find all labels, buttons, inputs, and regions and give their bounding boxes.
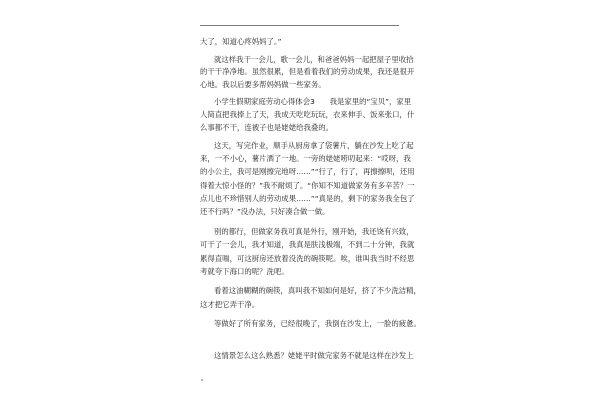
paragraph-line: 来，一不小心，薯片洒了一地。一旁的姥姥唠叨起来：“哎呀，我 — [200, 154, 411, 163]
paragraph-line: 就这样我干一会儿，歌一会儿，和爸爸妈妈一起把屋子里收拾 — [214, 55, 414, 64]
paragraph-line: 等做好了所有家务，已经很晚了，我倒在沙发上，一脸的疲惫。 — [214, 319, 421, 328]
paragraph-line: 的干干净净地。虽然很累，但是看着我们的劳动成果，我还是很开 — [200, 67, 415, 76]
paragraph-line: 这天，写完作业，顺手从厨房拿了袋薯片，躺在沙发上吃了起 — [214, 141, 414, 150]
paragraph-line: 可干了一会儿，我才知道，我真是肤浅极端，不到二十分钟，我就 — [200, 240, 415, 249]
paragraph-line: 这才把它弄干净。 — [200, 300, 260, 309]
paragraph-line: 的小公主，我可是刚擦完地呀……”“行了，行了，再擦擦呗，还用 — [200, 167, 415, 176]
page-marker — [201, 379, 203, 381]
paragraph-line: 点儿也不珍惜别人的劳动成果……”“真是的，剩下的家务我全包了 — [200, 194, 415, 203]
paragraph-line: 小学生假期家庭劳动心得体会3 我是家里的“宝贝”，家里 — [214, 97, 412, 106]
paragraph-line: 还不行吗？”没办法，只好凑合做一做。 — [200, 207, 330, 216]
paragraph-line: 累得直喘，可这厨房还放着没洗的碗筷呢。唉，谁叫我当时不经思 — [200, 254, 415, 263]
paragraph-line: 别的都行，但做家务我可真是外行，刚开始，我还饶有兴致， — [214, 227, 414, 236]
paragraph-line: 么事都不干，连被子也是姥姥给我叠的。 — [200, 123, 334, 132]
header-rule — [200, 25, 399, 26]
paragraph-line: 心地。我以后要多帮妈妈做一些家务。 — [200, 80, 326, 89]
paragraph-line: 考就夸下海口的呢？洗吧。 — [200, 267, 289, 276]
paragraph-line: 这情景怎么这么熟悉？姥姥平时做完家务不就是这样在沙发上 — [214, 351, 414, 360]
paragraph-line: 得着大惊小怪的？”我不耐烦了。“你知不知道做家务有多辛苦？一 — [200, 181, 415, 190]
paragraph-line: 看着这油糊糊的碗筷，真叫我不知如何是好，挤了不少洗洁精， — [214, 286, 421, 295]
paragraph-line: 人简直把我捧上了天，我成天吃吃玩玩，衣来伸手、饭来张口，什 — [200, 110, 415, 119]
paragraph-line: 大了，知道心疼妈妈了。” — [200, 37, 282, 46]
